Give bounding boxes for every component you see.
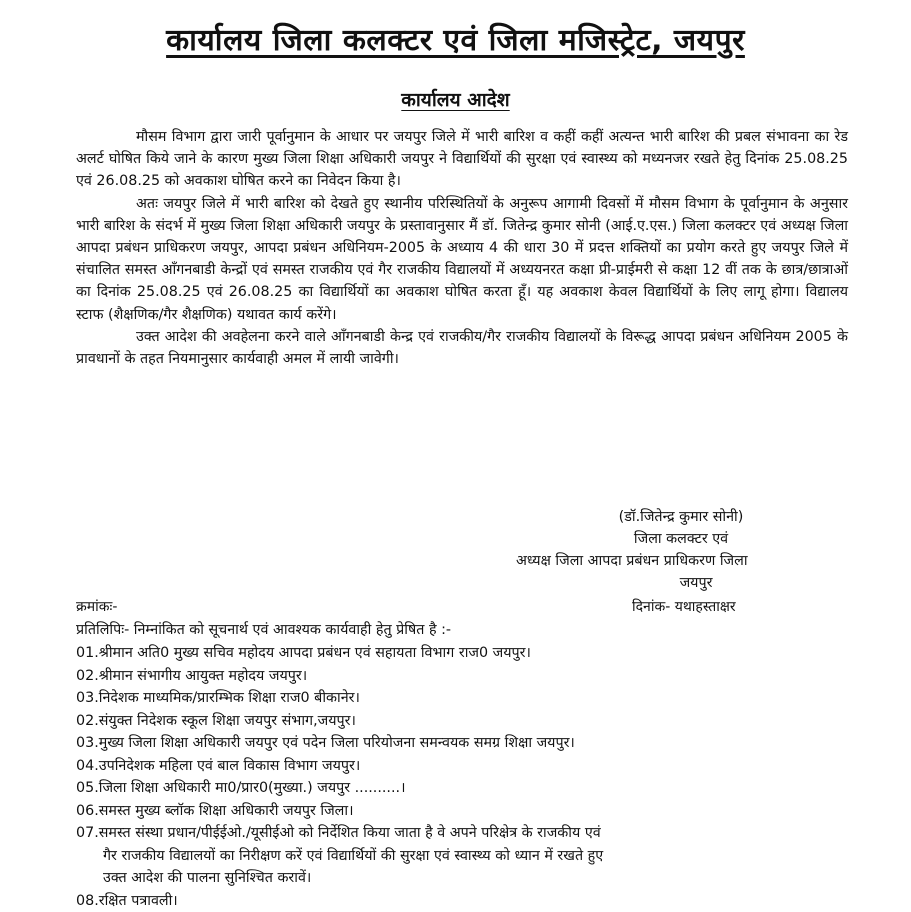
copy-to-item: 02.संयुक्त निदेशक स्कूल शिक्षा जयपुर संभाग,जयपुर। xyxy=(76,710,856,733)
office-header: कार्यालय जिला कलक्टर एवं जिला मजिस्ट्रेट, जयपुर xyxy=(0,18,911,59)
signatory-designation-1: जिला कलक्टर एवं xyxy=(516,528,846,550)
reference-number-label: क्रमांकः- xyxy=(76,599,117,615)
copy-to-item: 04.उपनिदेशक महिला एवं बाल विकास विभाग जयपुर। xyxy=(76,755,856,778)
reference-row xyxy=(76,596,848,618)
date-label: दिनांक- यथाहस्ताक्षर xyxy=(632,596,736,618)
copy-to-item: 02.श्रीमान संभागीय आयुक्त महोदय जयपुर। xyxy=(76,665,856,688)
signature-block xyxy=(516,506,846,594)
copy-to-list xyxy=(76,642,856,912)
copy-to-item: 05.जिला शिक्षा अधिकारी मा0/प्रार0(मुख्या.) जयपुर ..........। xyxy=(76,777,856,800)
copy-to-heading: प्रतिलिपिः- निम्नांकित को सूचनार्थ एवं आवश्यक कार्यवाही हेतु प्रेषित है :- xyxy=(76,619,451,641)
body-paragraph-1: मौसम विभाग द्वारा जारी पूर्वानुमान के आधार पर जयपुर जिले में भारी बारिश व कहीं कहीं अत्यन्त भारी बारिश की प्रबल संभावना का रेड अलर्ट घोषित किये जाने के कारण मुख्य जिला शिक्षा अधिकारी जयपुर ने विद्यार्थियों की सुरक्षा एवं स्वास्थ्य को मध्यनजर रखते हेतु दिनांक 25.08.25 एवं 26.08.25 को अवकाश घोषित करने का निवेदन किया है। xyxy=(76,126,848,193)
order-body xyxy=(76,126,848,370)
copy-to-item-continuation: गैर राजकीय विद्यालयों का निरीक्षण करें एवं विद्यार्थियों की सुरक्षा एवं स्वास्थ्य को ध्यान में रखते हुए xyxy=(76,845,856,868)
copy-to-item: 03.निदेशक माध्यमिक/प्रारम्भिक शिक्षा राज0 बीकानेर। xyxy=(76,687,856,710)
copy-to-item: 01.श्रीमान अति0 मुख्य सचिव महोदय आपदा प्रबंधन एवं सहायता विभाग राज0 जयपुर। xyxy=(76,642,856,665)
copy-to-item: 06.समस्त मुख्य ब्लॉक शिक्षा अधिकारी जयपुर जिला। xyxy=(76,800,856,823)
body-paragraph-2: अतः जयपुर जिले में भारी बारिश को देखते हुए स्थानीय परिस्थितियों के अनुरूप आगामी दिवसों में मौसम विभाग के पूर्वानुमान के अनुसार भारी बारिश के संदर्भ में मुख्य जिला शिक्षा अधिकारी जयपुर के प्रस्तावानुसार मैं डॉ. जितेन्द्र कुमार सोनी (आई.ए.एस.) जिला कलक्टर एवं अध्यक्ष जिला आपदा प्रबंधन प्राधिकरण जयपुर, आपदा प्रबंधन अधिनियम-2005 के अध्याय 4 की धारा 30 में प्रदत्त शक्तियों का प्रयोग करते हुए जयपुर जिले में संचालित समस्त आँगनबाडी केन्द्रों एवं समस्त राजकीय एवं गैर राजकीय विद्यालयों में अध्ययनरत कक्षा प्री-प्राईमरी से कक्षा 12 वीं तक के छात्र/छात्राओं का दिनांक 25.08.25 एवं 26.08.25 का विद्यार्थियों का अवकाश घोषित करता हूँ। यह अवकाश केवल विद्यार्थियों के लिए लागू होगा। विद्यालय स्टाफ (शैक्षणिक/गैर शैक्षणिक) यथावत कार्य करेंगे। xyxy=(76,193,848,326)
signatory-designation-2: अध्यक्ष जिला आपदा प्रबंधन प्राधिकरण जिला xyxy=(516,550,846,572)
order-title: कार्यालय आदेश xyxy=(0,86,911,112)
copy-to-item: 03.मुख्य जिला शिक्षा अधिकारी जयपुर एवं पदेन जिला परियोजना समन्वयक समग्र शिक्षा जयपुर। xyxy=(76,732,856,755)
body-paragraph-3: उक्त आदेश की अवहेलना करने वाले आँगनबाडी केन्द्र एवं राजकीय/गैर राजकीय विद्यालयों के विरूद्ध आपदा प्रबंधन अधिनियम 2005 के प्रावधानों के तहत नियमानुसार कार्यवाही अमल में लायी जावेगी। xyxy=(76,326,848,370)
copy-to-item: 07.समस्त संस्था प्रधान/पीईईओ./यूसीईओ को निर्देशित किया जाता है वे अपने परिक्षेत्र के राजकीय एवं xyxy=(76,822,856,845)
signatory-name: (डॉ.जितेन्द्र कुमार सोनी) xyxy=(516,506,846,528)
copy-to-item: 08.रक्षित पत्रावली। xyxy=(76,890,856,912)
signatory-designation-3: जयपुर xyxy=(516,572,846,594)
copy-to-item-continuation: उक्त आदेश की पालना सुनिश्चित करावें। xyxy=(76,867,856,890)
